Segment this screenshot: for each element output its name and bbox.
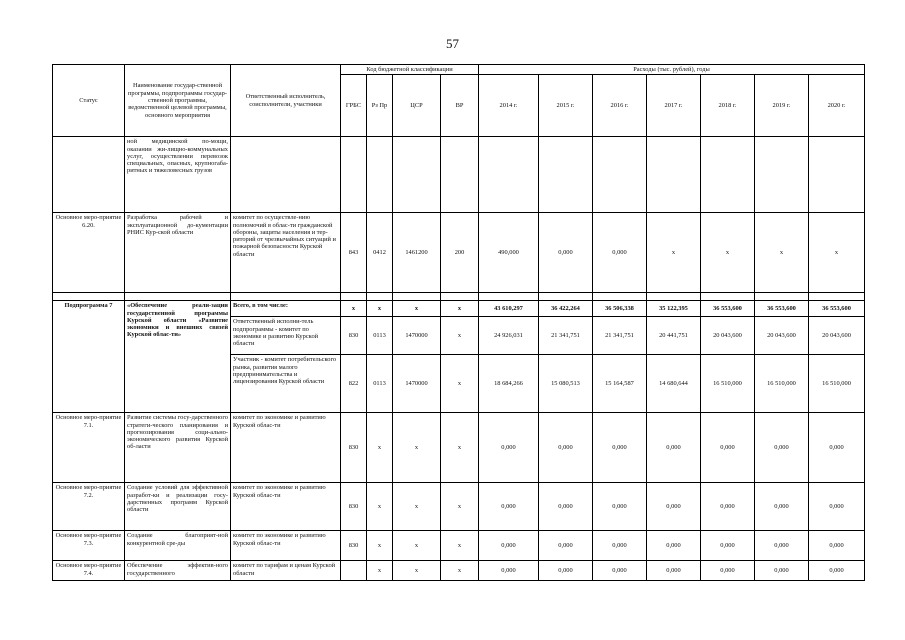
header-year: 2018 г.	[701, 75, 755, 137]
cell-status: Основное меро-приятие 6.20.	[53, 213, 125, 293]
cell-vr: x	[441, 413, 479, 483]
cell-executor: комитет по экономике и развитию Курской облас-ти	[231, 413, 341, 483]
cell-value: 0,000	[755, 561, 809, 581]
table-row	[53, 561, 865, 581]
cell-name: ной медицинской по-мощи, оказании жи-лищно-коммунальных услуг, осуществлении перевозок специальных, опасных, крупногаба-ритных и тяжеловесных грузов	[125, 137, 231, 213]
cell-value: 490,000	[479, 213, 539, 293]
cell-value: 0,000	[809, 483, 865, 531]
cell-value: 0,000	[593, 561, 647, 581]
cell-status: Основное меро-приятие 7.4.	[53, 561, 125, 581]
cell-name: Обеспечение эффектив-ного государственного	[125, 561, 231, 581]
cell-value: 16 510,000	[809, 355, 865, 413]
cell-value: 0,000	[647, 413, 701, 483]
cell-value: 0,000	[539, 561, 593, 581]
cell-csr: x	[393, 301, 441, 317]
table-row-subprogram-total	[53, 301, 865, 317]
cell-rzpr: x	[367, 301, 393, 317]
cell-value: 0,000	[701, 483, 755, 531]
cell-csr: x	[393, 413, 441, 483]
cell-value: 0,000	[809, 561, 865, 581]
cell-name: Развитие системы госу-дарственного стратеги-ческого планирования и прогнозирования соци-ально-экономического развития Курской об-ласти	[125, 413, 231, 483]
cell-value: 20 043,600	[809, 317, 865, 355]
cell-value: 0,000	[539, 483, 593, 531]
cell-value: 16 510,000	[701, 355, 755, 413]
cell-value: 20 043,600	[755, 317, 809, 355]
cell-value: 21 341,751	[593, 317, 647, 355]
header-executor: Ответственный исполнитель, соисполнители, участники	[231, 65, 341, 137]
cell-csr: x	[393, 483, 441, 531]
cell-value: x	[701, 213, 755, 293]
cell-csr: 1470000	[393, 355, 441, 413]
cell-value: 0,000	[809, 413, 865, 483]
cell-value: 16 510,000	[755, 355, 809, 413]
cell-value: 15 080,513	[539, 355, 593, 413]
header-year: 2017 г.	[647, 75, 701, 137]
cell-csr: x	[393, 561, 441, 581]
header-row-groups	[53, 65, 865, 75]
cell-grbs: 830	[341, 413, 367, 483]
budget-table	[52, 64, 865, 581]
header-rzpr: Рз Пр	[367, 75, 393, 137]
cell-value: 0,000	[809, 531, 865, 561]
cell-status: Основное меро-приятие 7.3.	[53, 531, 125, 561]
cell-executor: Участник - комитет потребительского рынка, развития малого предпринимательства и лицензирования Курской области	[231, 355, 341, 413]
cell-value: 0,000	[593, 213, 647, 293]
header-grbs: ГРБС	[341, 75, 367, 137]
cell-value: 0,000	[701, 561, 755, 581]
cell-status: Основное меро-приятие 7.2.	[53, 483, 125, 531]
cell-value: 0,000	[593, 531, 647, 561]
cell-name: Создание условий для эффективной разработ-ки и реализации госу-дарственных программ Курской области	[125, 483, 231, 531]
cell-vr: x	[441, 301, 479, 317]
cell-value: 21 341,751	[539, 317, 593, 355]
cell-grbs: 830	[341, 317, 367, 355]
cell-value: 0,000	[479, 483, 539, 531]
header-budget-code: Код бюджетной классификации	[341, 65, 479, 75]
cell-value: 0,000	[647, 561, 701, 581]
cell-rzpr: x	[367, 483, 393, 531]
cell-status: Подпрограмма 7	[53, 301, 125, 413]
cell-executor: Всего, в том числе:	[231, 301, 341, 317]
cell-value: 35 122,395	[647, 301, 701, 317]
cell-value: 20 043,600	[701, 317, 755, 355]
cell-executor: Ответственный исполни-тель подпрограммы - комитет по экономике и развитию Курской области	[231, 317, 341, 355]
cell-value: 36 422,264	[539, 301, 593, 317]
cell-value: x	[809, 213, 865, 293]
table-row	[53, 531, 865, 561]
cell-executor: комитет по осуществле-нию полномочий в облас-ти гражданской обороны, защиты населения и тер-риторий от чрезвычайных ситуаций и пожарной безопасности Курской области	[231, 213, 341, 293]
cell-rzpr: x	[367, 413, 393, 483]
cell-rzpr: 0113	[367, 317, 393, 355]
header-status: Статус	[53, 65, 125, 137]
header-year: 2015 г.	[539, 75, 593, 137]
header-vr: ВР	[441, 75, 479, 137]
table-row	[53, 413, 865, 483]
cell-value: 15 164,587	[593, 355, 647, 413]
cell-vr: x	[441, 483, 479, 531]
cell-value: 0,000	[479, 531, 539, 561]
cell-value: 0,000	[479, 561, 539, 581]
cell-value: 36 553,600	[701, 301, 755, 317]
page-number: 57	[446, 36, 459, 51]
cell-executor: комитет по тарифам и ценам Курской области	[231, 561, 341, 581]
header-year: 2020 г.	[809, 75, 865, 137]
cell-grbs	[341, 561, 367, 581]
cell-name: Создание благоприят-ной конкурентной сре-ды	[125, 531, 231, 561]
cell-status: Основное меро-приятие 7.1.	[53, 413, 125, 483]
cell-status	[53, 137, 125, 213]
cell-value	[647, 137, 701, 213]
cell-vr: x	[441, 355, 479, 413]
cell-value: 24 926,031	[479, 317, 539, 355]
cell-vr: x	[441, 317, 479, 355]
header-year: 2014 г.	[479, 75, 539, 137]
cell-vr	[441, 137, 479, 213]
cell-value	[809, 137, 865, 213]
cell-executor: комитет по экономике и развитию Курской облас-ти	[231, 531, 341, 561]
cell-value: 0,000	[701, 531, 755, 561]
cell-csr	[393, 137, 441, 213]
header-program-name: Наименование государ-ственной программы, подпрограммы государ-ственной программы, ведомственной целевой программы, основного мероприятия	[125, 65, 231, 137]
cell-rzpr: x	[367, 561, 393, 581]
cell-grbs: x	[341, 301, 367, 317]
cell-value: 14 680,644	[647, 355, 701, 413]
table-row	[53, 483, 865, 531]
cell-csr: 1470000	[393, 317, 441, 355]
cell-value: 0,000	[647, 531, 701, 561]
cell-grbs: 822	[341, 355, 367, 413]
cell-value: 20 441,751	[647, 317, 701, 355]
header-csr: ЦСР	[393, 75, 441, 137]
cell-executor: комитет по экономике и развитию Курской облас-ти	[231, 483, 341, 531]
cell-value: x	[647, 213, 701, 293]
cell-grbs: 843	[341, 213, 367, 293]
cell-value: 43 610,297	[479, 301, 539, 317]
cell-grbs: 830	[341, 483, 367, 531]
cell-rzpr	[367, 137, 393, 213]
cell-grbs: 830	[341, 531, 367, 561]
table-separator	[53, 293, 865, 301]
cell-rzpr: 0113	[367, 355, 393, 413]
table-row	[53, 137, 865, 213]
cell-value: 0,000	[755, 483, 809, 531]
cell-value: 18 684,266	[479, 355, 539, 413]
table-row	[53, 213, 865, 293]
cell-rzpr: 0412	[367, 213, 393, 293]
cell-vr: 200	[441, 213, 479, 293]
cell-value	[539, 137, 593, 213]
cell-value: 0,000	[539, 213, 593, 293]
cell-value: 0,000	[701, 413, 755, 483]
cell-rzpr: x	[367, 531, 393, 561]
cell-vr: x	[441, 561, 479, 581]
cell-value: x	[755, 213, 809, 293]
cell-value: 36 506,338	[593, 301, 647, 317]
cell-name: Разработка рабочей и эксплуатационной до-кументации РНИС Кур-ской области	[125, 213, 231, 293]
cell-value: 0,000	[593, 483, 647, 531]
header-year: 2019 г.	[755, 75, 809, 137]
cell-csr: x	[393, 531, 441, 561]
header-year: 2016 г.	[593, 75, 647, 137]
cell-value	[479, 137, 539, 213]
cell-csr: 1461200	[393, 213, 441, 293]
cell-value: 0,000	[539, 413, 593, 483]
cell-grbs	[341, 137, 367, 213]
cell-value	[701, 137, 755, 213]
cell-name: «Обеспечение реали-зации государственной программы Курской области «Развитие экономики и внешних связей Курской облас-ти»	[125, 301, 231, 413]
cell-value: 0,000	[539, 531, 593, 561]
cell-executor	[231, 137, 341, 213]
header-expenses: Расходы (тыс. рублей), годы	[479, 65, 865, 75]
cell-value: 0,000	[647, 483, 701, 531]
cell-value: 36 553,600	[809, 301, 865, 317]
cell-value: 0,000	[755, 531, 809, 561]
cell-vr: x	[441, 531, 479, 561]
cell-value: 36 553,600	[755, 301, 809, 317]
cell-value: 0,000	[593, 413, 647, 483]
cell-value	[593, 137, 647, 213]
cell-value	[755, 137, 809, 213]
cell-value: 0,000	[479, 413, 539, 483]
cell-value: 0,000	[755, 413, 809, 483]
